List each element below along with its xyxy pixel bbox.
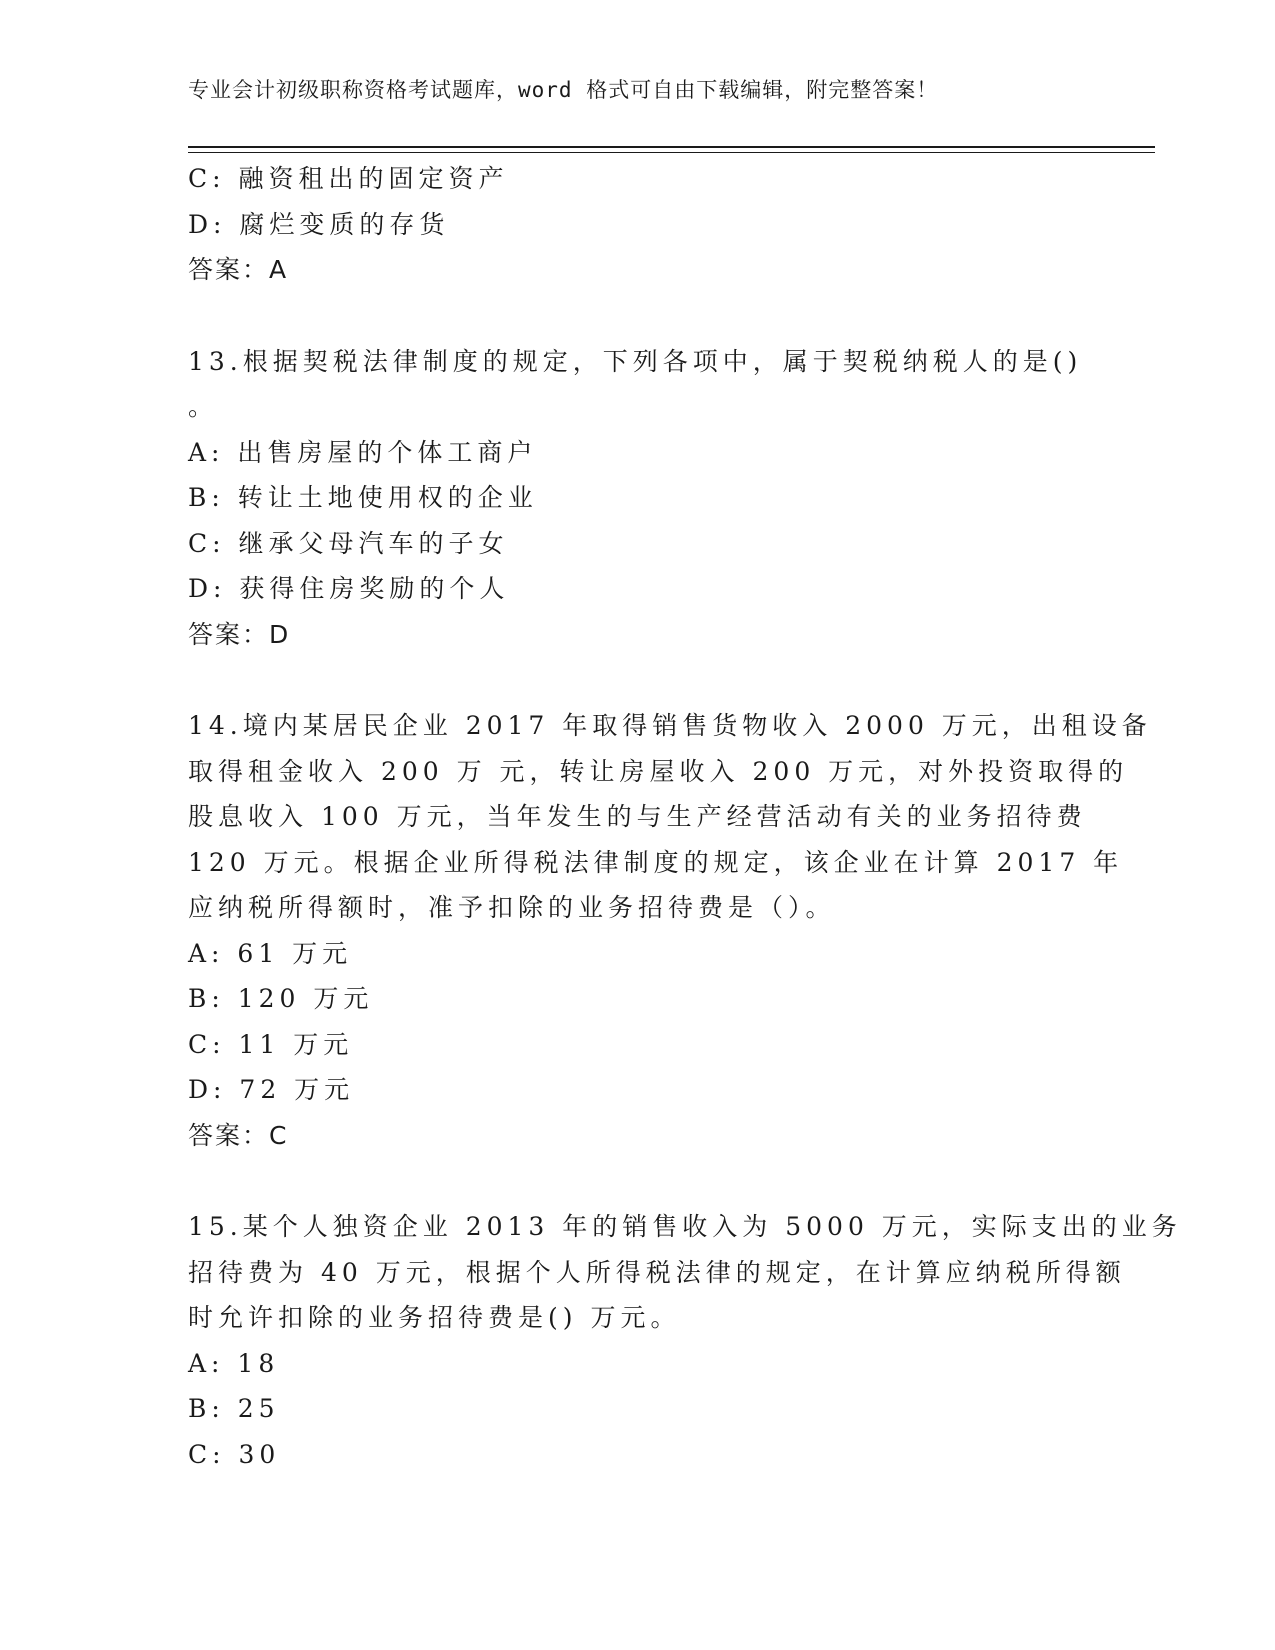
option-a: A: 61 万元 [188,938,353,968]
page-header-title: 专业会计初级职称资格考试题库，word 格式可自由下载编辑，附完整答案！ [188,78,939,102]
question-14 [188,703,1152,1158]
question-stem-line: 13.根据契税法律制度的规定，下列各项中，属于契税纳税人的是() [188,346,1083,376]
question-stem-line: 时允许扣除的业务招待费是() 万元。 [188,1303,681,1332]
option-d: D: 72 万元 [188,1075,355,1104]
option-b: B: 25 [188,1394,280,1423]
option-c: C: 融资租出的固定资产 [188,164,509,193]
question-stem-line: 应纳税所得额时，准予扣除的业务招待费是（）。 [188,893,836,922]
question-15 [188,1204,1182,1477]
option-c: C: 11 万元 [188,1029,354,1059]
spacer [188,657,1088,703]
question-stem-line: 14.境内某居民企业 2017 年取得销售货物收入 2000 万元，出租设备 [188,711,1152,740]
option-a: A: 出售房屋的个体工商户 [188,437,538,467]
option-d: D: 获得住房奖励的个人 [188,574,510,603]
option-a: A: 18 [188,1348,280,1378]
question-stem-line: 取得租金收入 200 万 元，转让房屋收入 200 万元，对外投资取得的 [188,756,1129,786]
answer-line: 答案：C [188,1120,289,1150]
answer-line: 答案：D [188,619,291,649]
option-b: B: 120 万元 [188,984,374,1013]
question-stem-line: 120 万元。根据企业所得税法律制度的规定，该企业在计算 2017 年 [188,847,1124,877]
question-stem-line: 15.某个人独资企业 2013 年的销售收入为 5000 万元，实际支出的业务 [188,1212,1182,1241]
header-divider [188,146,1155,153]
option-c: C: 30 [188,1439,281,1469]
spacer [188,1158,1088,1204]
question-12 [188,156,1088,293]
option-c: C: 继承父母汽车的子女 [188,528,509,558]
question-stem-line: 招待费为 40 万元，根据个人所得税法律的规定，在计算应纳税所得额 [188,1257,1126,1287]
question-content [188,156,1182,1477]
question-stem-line: 股息收入 100 万元，当年发生的与生产经营活动有关的业务招待费 [188,802,1087,831]
option-b: B: 转让土地使用权的企业 [188,483,538,512]
answer-line: 答案：A [188,255,289,284]
spacer [188,293,1088,339]
question-stem-line: 。 [188,392,219,421]
option-d: D: 腐烂变质的存货 [188,209,450,239]
question-13 [188,339,1088,658]
